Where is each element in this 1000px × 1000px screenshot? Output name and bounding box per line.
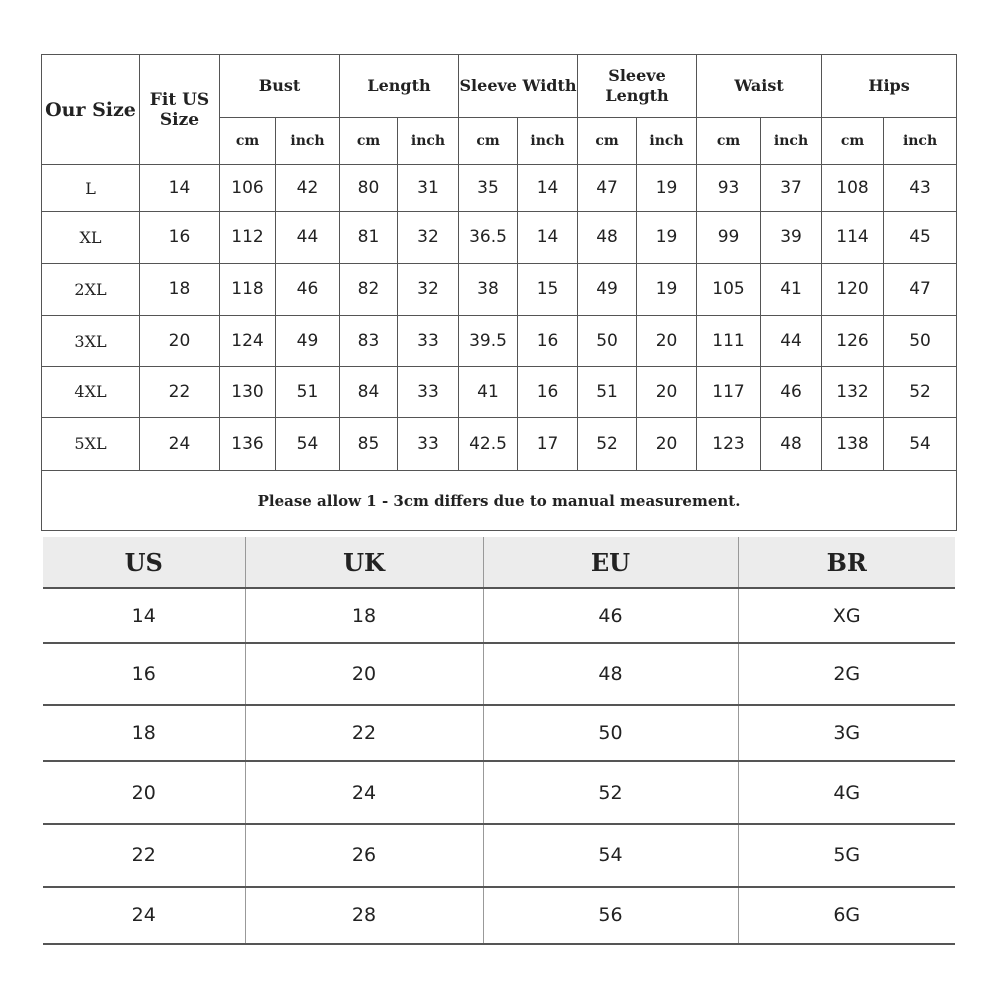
measurement-cell: 123 — [697, 417, 761, 470]
measurement-cell: 31 — [398, 165, 459, 212]
us-size-cell: 24 — [43, 887, 245, 944]
measurement-cell: 35 — [459, 165, 518, 212]
measurement-cell: 50 — [884, 315, 957, 366]
measurement-cell: 132 — [822, 367, 884, 417]
size-chart-note-row — [42, 471, 957, 531]
unit-header: inch — [398, 118, 459, 165]
br-size-cell: 2G — [738, 643, 955, 705]
uk-size-cell: 26 — [245, 824, 483, 887]
br-size-cell: 3G — [738, 705, 955, 761]
us-size-cell: 14 — [43, 588, 245, 643]
header-waist: Waist — [697, 55, 822, 118]
measurement-cell: 51 — [578, 367, 637, 417]
measurement-cell: 14 — [518, 212, 578, 263]
eu-size-cell: 48 — [483, 643, 738, 705]
eu-size-cell: 50 — [483, 705, 738, 761]
measurement-cell: 14 — [518, 165, 578, 212]
size-row — [42, 367, 957, 417]
conversion-chart-table — [43, 537, 955, 945]
size-label-cell: L — [42, 165, 140, 212]
size-row — [42, 165, 957, 212]
measurement-cell: 44 — [761, 315, 822, 366]
measurement-cell: 130 — [220, 367, 276, 417]
size-label-cell: 3XL — [42, 315, 140, 366]
header-us: US — [43, 537, 245, 588]
size-label-cell: 5XL — [42, 417, 140, 470]
measurement-cell: 126 — [822, 315, 884, 366]
conversion-row — [43, 705, 955, 761]
measurement-cell: 47 — [884, 263, 957, 315]
unit-header: cm — [578, 118, 637, 165]
us-size-cell: 18 — [43, 705, 245, 761]
measurement-cell: 48 — [578, 212, 637, 263]
conversion-row — [43, 824, 955, 887]
measurement-cell: 51 — [276, 367, 340, 417]
measurement-cell: 136 — [220, 417, 276, 470]
measurement-cell: 37 — [761, 165, 822, 212]
measurement-cell: 15 — [518, 263, 578, 315]
measurement-cell: 118 — [220, 263, 276, 315]
measurement-cell: 32 — [398, 263, 459, 315]
measurement-cell: 80 — [340, 165, 398, 212]
uk-size-cell: 28 — [245, 887, 483, 944]
unit-header: cm — [340, 118, 398, 165]
measurement-cell: 32 — [398, 212, 459, 263]
conversion-row — [43, 887, 955, 944]
measurement-cell: 47 — [578, 165, 637, 212]
measurement-cell: 45 — [884, 212, 957, 263]
measurement-cell: 82 — [340, 263, 398, 315]
measurement-cell: 16 — [518, 367, 578, 417]
eu-size-cell: 56 — [483, 887, 738, 944]
header-our-size: Our Size — [42, 55, 140, 165]
measurement-cell: 106 — [220, 165, 276, 212]
measurement-cell: 42.5 — [459, 417, 518, 470]
measurement-cell: 39.5 — [459, 315, 518, 366]
conversion-header-row — [43, 537, 955, 588]
measurement-cell: 20 — [637, 417, 697, 470]
unit-header: inch — [884, 118, 957, 165]
size-chart-group-header-row — [42, 55, 957, 118]
size-row — [42, 263, 957, 315]
conversion-row — [43, 588, 955, 643]
unit-header: inch — [637, 118, 697, 165]
us-size-cell: 22 — [43, 824, 245, 887]
measurement-cell: 114 — [822, 212, 884, 263]
us-size-cell: 16 — [43, 643, 245, 705]
measurement-cell: 36.5 — [459, 212, 518, 263]
size-label-cell: 4XL — [42, 367, 140, 417]
measurement-cell: 52 — [578, 417, 637, 470]
unit-header: inch — [518, 118, 578, 165]
size-chart-table — [41, 54, 957, 531]
measurement-cell: 54 — [276, 417, 340, 470]
header-bust: Bust — [220, 55, 340, 118]
measurement-cell: 16 — [518, 315, 578, 366]
measurement-cell: 39 — [761, 212, 822, 263]
measurement-cell: 124 — [220, 315, 276, 366]
uk-size-cell: 20 — [245, 643, 483, 705]
measurement-cell: 42 — [276, 165, 340, 212]
measurement-cell: 120 — [822, 263, 884, 315]
measurement-cell: 19 — [637, 165, 697, 212]
unit-header: cm — [459, 118, 518, 165]
header-hips: Hips — [822, 55, 957, 118]
measurement-cell: 33 — [398, 417, 459, 470]
measurement-cell: 105 — [697, 263, 761, 315]
eu-size-cell: 46 — [483, 588, 738, 643]
fit-us-size-cell: 18 — [140, 263, 220, 315]
measurement-cell: 111 — [697, 315, 761, 366]
size-label-cell: 2XL — [42, 263, 140, 315]
size-row — [42, 212, 957, 263]
measurement-cell: 93 — [697, 165, 761, 212]
fit-us-size-cell: 14 — [140, 165, 220, 212]
measurement-cell: 117 — [697, 367, 761, 417]
measurement-cell: 38 — [459, 263, 518, 315]
eu-size-cell: 52 — [483, 761, 738, 823]
measurement-cell: 52 — [884, 367, 957, 417]
measurement-cell: 138 — [822, 417, 884, 470]
measurement-cell: 19 — [637, 263, 697, 315]
measurement-cell: 84 — [340, 367, 398, 417]
measurement-cell: 20 — [637, 367, 697, 417]
measurement-cell: 19 — [637, 212, 697, 263]
measurement-cell: 48 — [761, 417, 822, 470]
measurement-note: Please allow 1 - 3cm differs due to manual measurement. — [42, 471, 957, 531]
fit-us-size-cell: 20 — [140, 315, 220, 366]
measurement-cell: 46 — [761, 367, 822, 417]
unit-header: cm — [220, 118, 276, 165]
header-fit-us-size: Fit US Size — [140, 55, 220, 165]
size-row — [42, 417, 957, 470]
header-sleeve-width: Sleeve Width — [459, 55, 578, 118]
br-size-cell: XG — [738, 588, 955, 643]
size-row — [42, 315, 957, 366]
measurement-cell: 108 — [822, 165, 884, 212]
unit-header: cm — [697, 118, 761, 165]
unit-header: inch — [761, 118, 822, 165]
measurement-cell: 44 — [276, 212, 340, 263]
br-size-cell: 6G — [738, 887, 955, 944]
eu-size-cell: 54 — [483, 824, 738, 887]
measurement-cell: 20 — [637, 315, 697, 366]
uk-size-cell: 22 — [245, 705, 483, 761]
size-chart-body — [42, 165, 957, 471]
size-label-cell: XL — [42, 212, 140, 263]
us-size-cell: 20 — [43, 761, 245, 823]
uk-size-cell: 24 — [245, 761, 483, 823]
measurement-cell: 46 — [276, 263, 340, 315]
uk-size-cell: 18 — [245, 588, 483, 643]
measurement-cell: 50 — [578, 315, 637, 366]
br-size-cell: 5G — [738, 824, 955, 887]
measurement-cell: 33 — [398, 315, 459, 366]
br-size-cell: 4G — [738, 761, 955, 823]
header-uk: UK — [245, 537, 483, 588]
unit-header: cm — [822, 118, 884, 165]
measurement-cell: 112 — [220, 212, 276, 263]
conversion-row — [43, 761, 955, 823]
conversion-chart-body — [43, 588, 955, 944]
header-sleeve-length: Sleeve Length — [578, 55, 697, 118]
measurement-cell: 17 — [518, 417, 578, 470]
measurement-cell: 99 — [697, 212, 761, 263]
conversion-row — [43, 643, 955, 705]
unit-header: inch — [276, 118, 340, 165]
header-length: Length — [340, 55, 459, 118]
fit-us-size-cell: 22 — [140, 367, 220, 417]
measurement-cell: 85 — [340, 417, 398, 470]
measurement-cell: 54 — [884, 417, 957, 470]
header-eu: EU — [483, 537, 738, 588]
measurement-cell: 41 — [459, 367, 518, 417]
measurement-cell: 49 — [276, 315, 340, 366]
measurement-cell: 49 — [578, 263, 637, 315]
fit-us-size-cell: 16 — [140, 212, 220, 263]
measurement-cell: 41 — [761, 263, 822, 315]
measurement-cell: 83 — [340, 315, 398, 366]
measurement-cell: 33 — [398, 367, 459, 417]
measurement-cell: 43 — [884, 165, 957, 212]
measurement-cell: 81 — [340, 212, 398, 263]
fit-us-size-cell: 24 — [140, 417, 220, 470]
header-br: BR — [738, 537, 955, 588]
